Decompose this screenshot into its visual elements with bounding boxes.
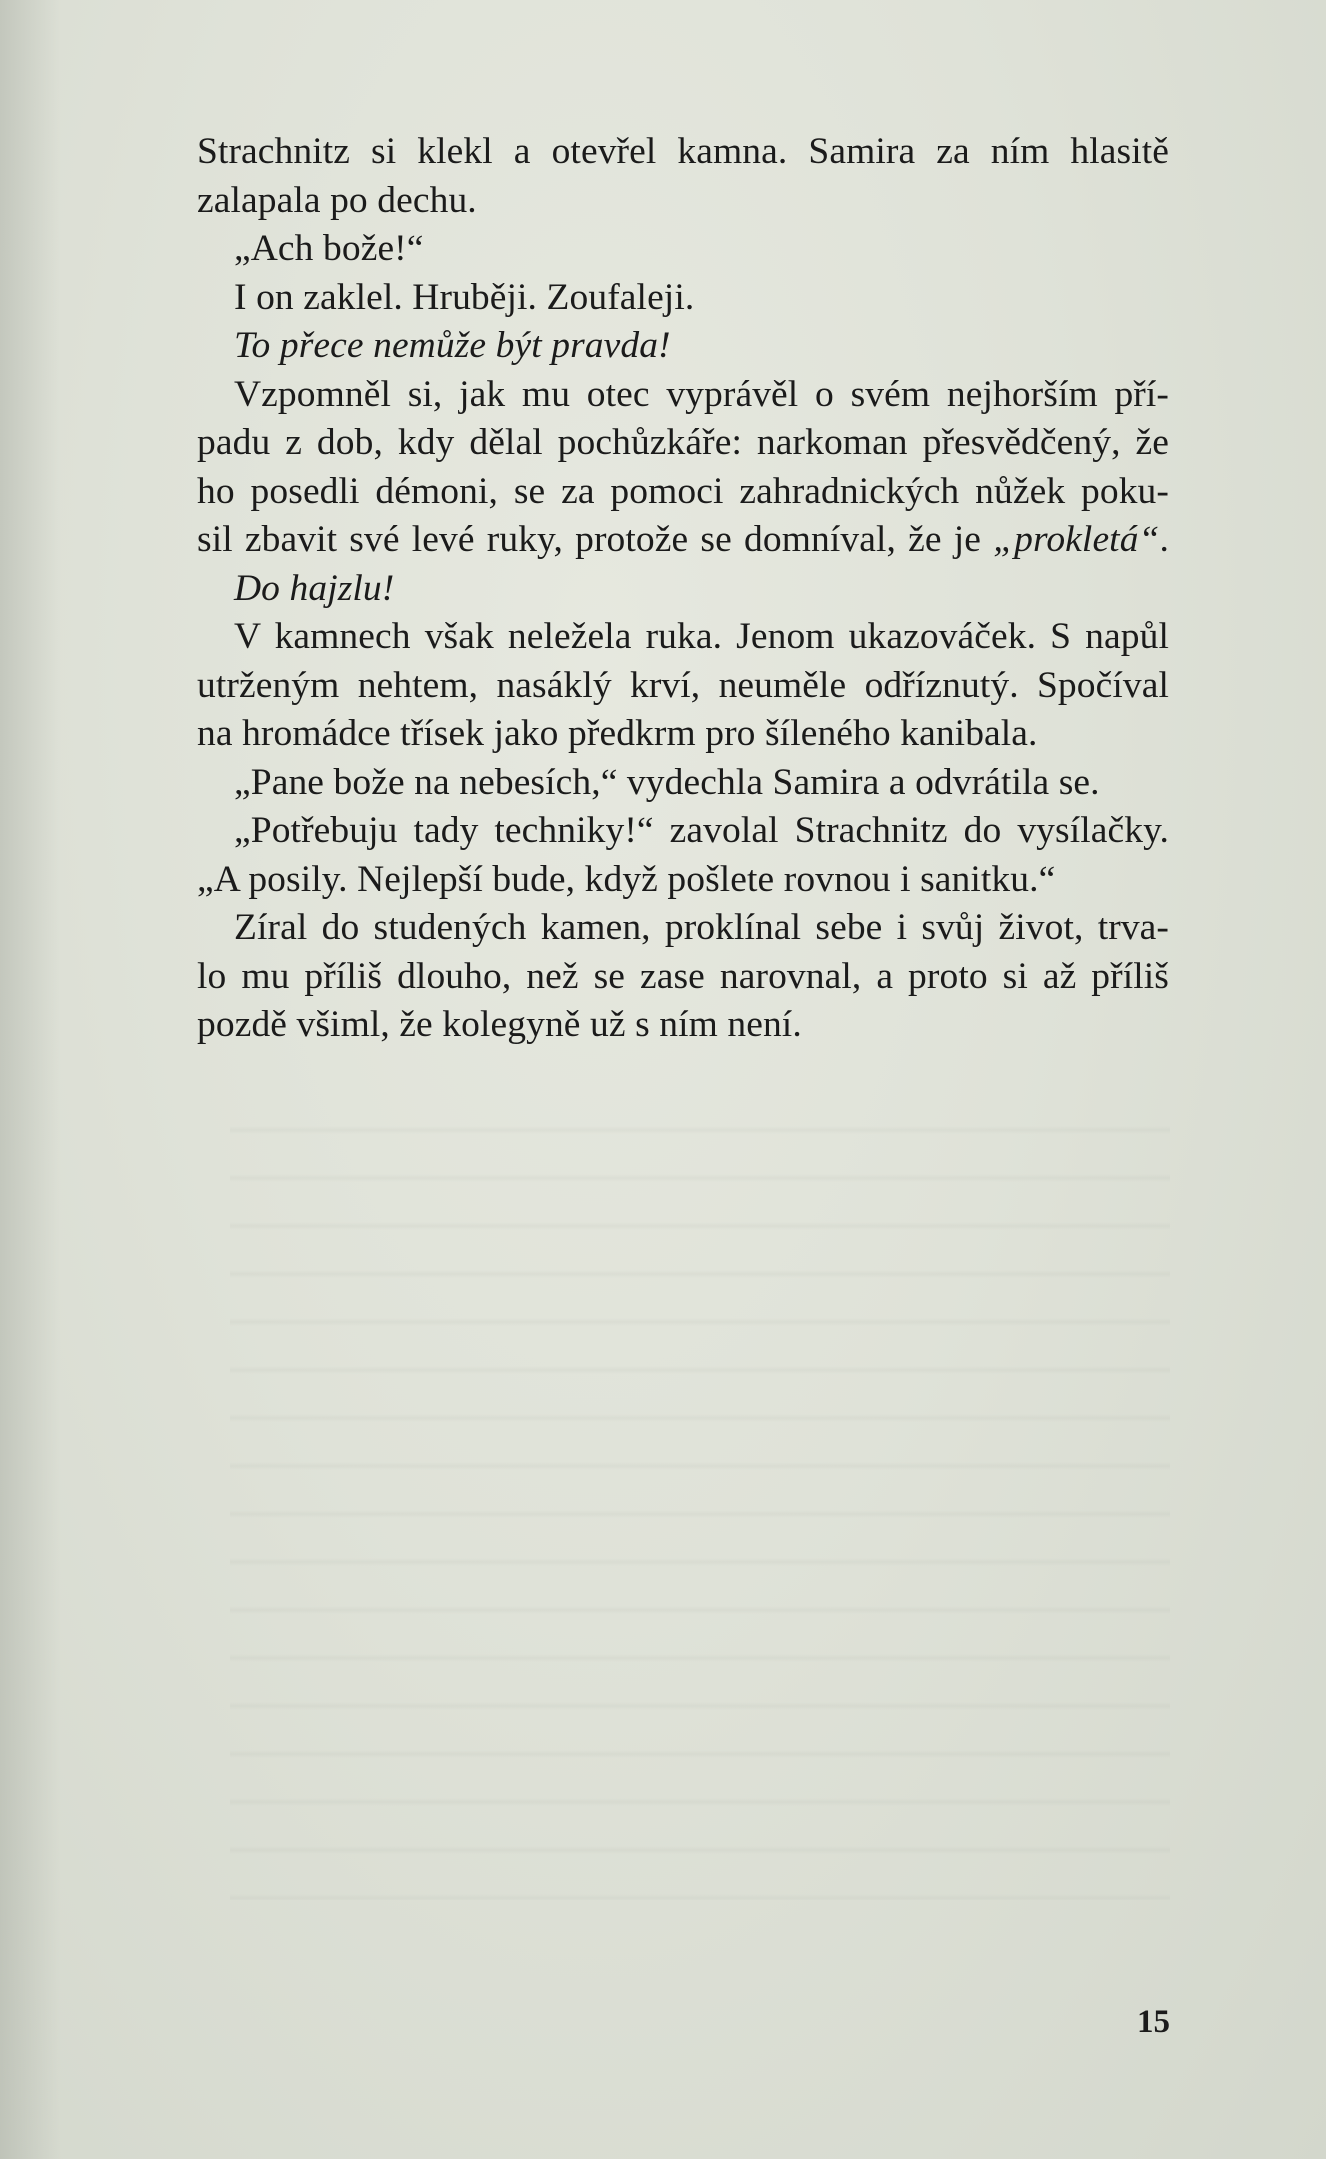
text-line: Strachnitz si klekl a otevřel kamna. Samira za ním hlasitě: [197, 131, 1169, 172]
text-line: pozdě všiml, že kolegyně už s ním není.: [197, 1004, 802, 1045]
text-line: zalapala po dechu.: [197, 179, 477, 221]
text-line: V kamnech však neležela ruka. Jenom ukazováček. S napůl: [234, 616, 1169, 657]
text-line: „Potřebuju tady techniky!“ zavolal Strachnitz do vysílačky.: [234, 810, 1169, 851]
page-number: 15: [1137, 2004, 1170, 2040]
body-text: [197, 128, 1169, 1050]
text-line: „A posily. Nejlepší bude, když pošlete rovnou i sanitku.“: [197, 858, 1056, 900]
text-line: Zíral do studených kamen, proklínal sebe i svůj život, trva-: [234, 907, 1169, 948]
text-line: padu z dob, kdy dělal pochůzkáře: narkoman přesvědčený, že: [197, 422, 1169, 463]
text-line-italic: Do hajzlu!: [234, 567, 395, 609]
text-line: utrženým nehtem, nasáklý krví, neuměle odříznutý. Spočíval: [197, 664, 1169, 706]
text-line: „Ach bože!“: [234, 228, 424, 269]
text-line: „Pane bože na nebesích,“ vydechla Samira a odvrátila se.: [234, 761, 1100, 803]
text-segment-italic: „prokletá“: [993, 519, 1160, 560]
text-line: Vzpomněl si, jak mu otec vyprávěl o svém nejhorším pří-: [234, 373, 1169, 415]
show-through-texture: [230, 1100, 1170, 1900]
text-segment: .: [1159, 519, 1169, 560]
text-line-mixed: [197, 516, 1169, 565]
text-line-italic: To přece nemůže být pravda!: [234, 325, 671, 366]
text-segment: sil zbavit své levé ruky, protože se domníval, že je: [197, 519, 994, 560]
text-line: I on zaklel. Hruběji. Zoufaleji.: [234, 276, 695, 318]
text-line: na hromádce třísek jako předkrm pro šíleného kanibala.: [197, 713, 1038, 754]
text-line: lo mu příliš dlouho, než se zase narovnal, a proto si až příliš: [197, 955, 1169, 997]
text-line: ho posedli démoni, se za pomoci zahradnických nůžek poku-: [197, 470, 1169, 512]
